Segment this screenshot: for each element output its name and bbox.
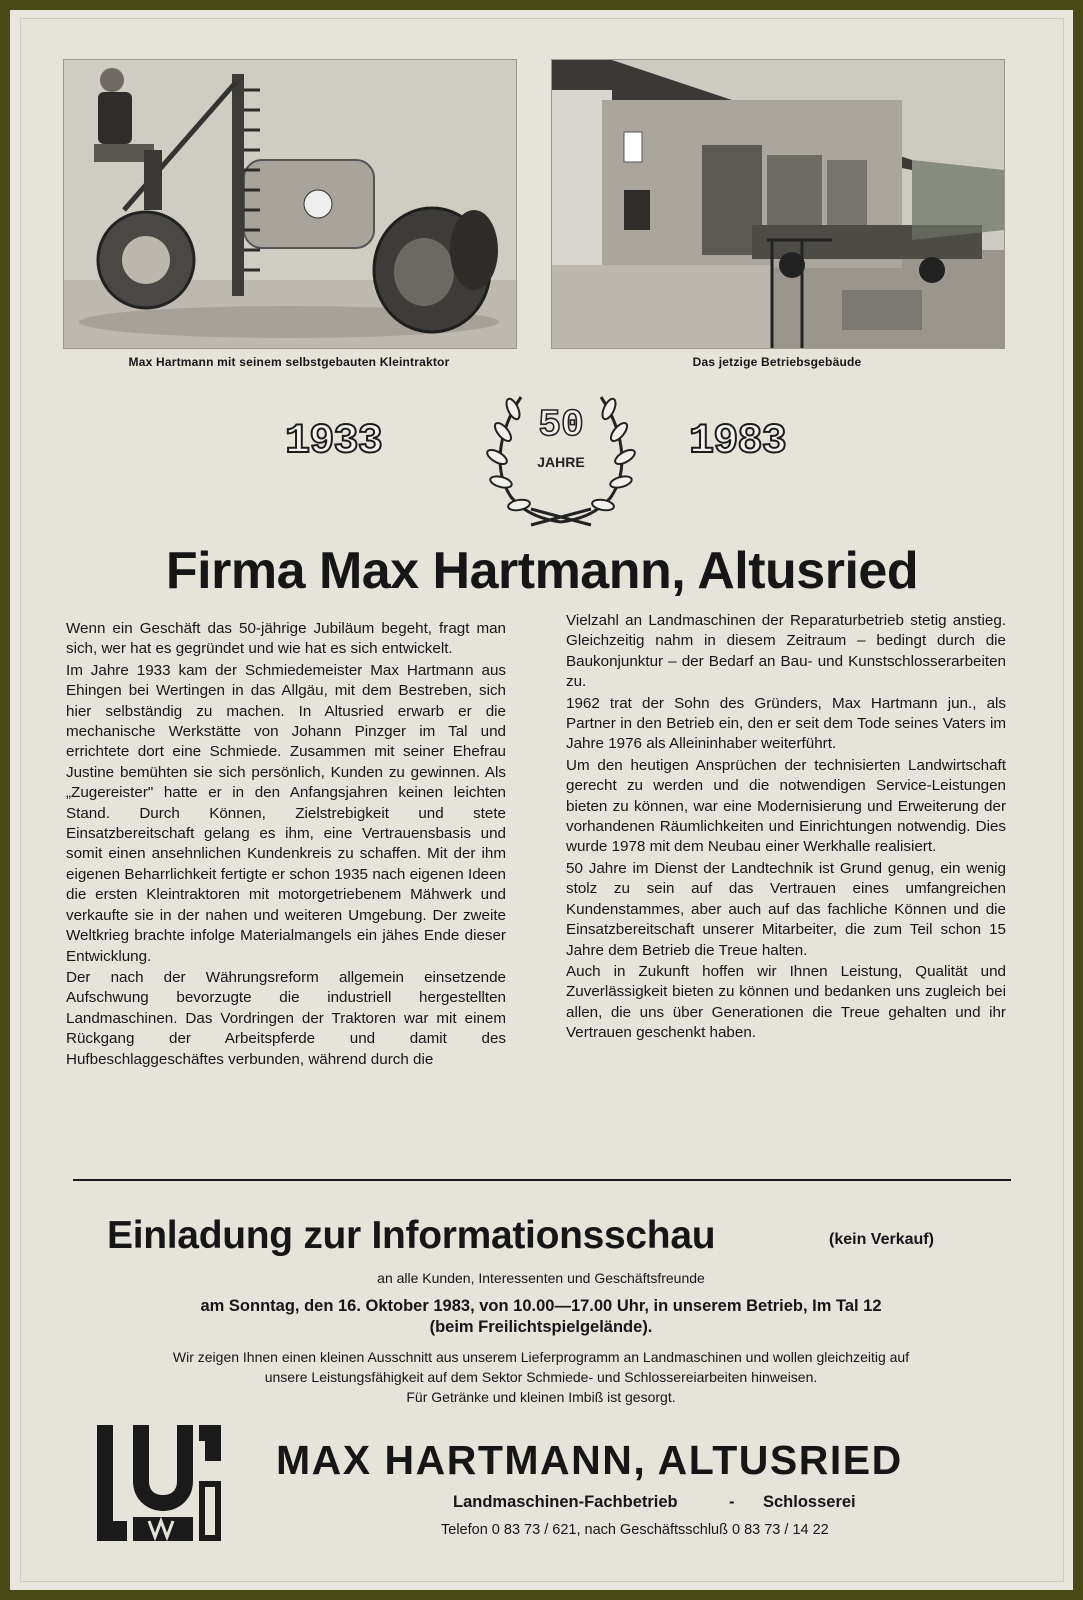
invitation-audience: an alle Kunden, Interessenten und Geschäftsfreunde <box>377 1270 705 1286</box>
article-right-column <box>566 611 1006 1045</box>
invitation-date: am Sonntag, den 16. Oktober 1983, von 10.00—17.00 Uhr, in unserem Betrieb, Im Tal 12 <box>200 1297 882 1315</box>
footer-brand: MAX HARTMANN, ALTUSRIED <box>276 1437 903 1483</box>
right-paragraph: Auch in Zukunft hoffen wir Ihnen Leistung, Qualität und Zuverlässigkeit bieten zu können und bedanken uns zugleich bei allen, die uns über Generationen die Treue gehalten und ihr Vertrauen geschenkt haben. <box>566 962 1006 1042</box>
left-paragraph: Wenn ein Geschäft das 50-jährige Jubiläum begeht, fragt man sich, wer hat es gegründet und wie hat es sich entwickelt. <box>66 620 506 658</box>
right-paragraph: 50 Jahre im Dienst der Landtechnik ist Grund genug, ein wenig stolz zu sein auf das Vertrauen eines umfangreichen Kundenstammes, aber auch auf das fachliche Können und die Einsatzbereitschaft unserer Mitarbeiter, die zum Teil schon 15 Jahre dem Betrieb die Treue halten. <box>566 859 1006 959</box>
end-year: 1983 <box>689 417 786 465</box>
tractor-photo <box>63 59 517 349</box>
invitation-note: (kein Verkauf) <box>829 1231 934 1248</box>
business-type-2: Schlosserei <box>763 1493 856 1511</box>
right-paragraph: Vielzahl an Landmaschinen der Reparaturbetrieb stetig anstieg. Gleichzeitig nahm in diesem Zeitraum – bedingt durch die Baukonjunktur – der Bedarf an Bau- und Kunstschlosserarbeiten zu. <box>566 612 1006 691</box>
right-paragraph: Um den heutigen Ansprüchen der technisierten Landwirtschaft gerecht zu werden und die notwendigen Service-Leistungen bieten zu können, war eine Modernisierung und Erweiterung der vorhandenen Räumlichkeiten und Einrichtungen notwendig. Dies wurde 1978 mit dem Neubau einer Werkhalle realisiert. <box>566 756 1006 856</box>
invitation-body-line-2: unsere Leistungsfähigkeit auf dem Sektor Schmiede- und Schlossereiarbeiten hinweisen. <box>264 1369 818 1385</box>
left-paragraph: Der nach der Währungsreform allgemein einsetzende Aufschwung bevorzugte die industriell hergestellten Landmaschinen. Das Vordringen der Traktoren war mit einem Rückgang der Arbeitspferde und damit des Hufbeschlaggeschäftes verbunden, während durch die <box>66 968 506 1068</box>
building-photo-caption: Das jetzige Betriebsgebäude <box>692 355 862 369</box>
headline: Firma Max Hartmann, Altusried <box>165 542 919 600</box>
business-type-separator: - <box>729 1493 735 1511</box>
section-divider <box>73 1179 1011 1181</box>
tractor-photo-caption: Max Hartmann mit seinem selbstgebauten Kleintraktor <box>128 355 450 369</box>
anniversary-unit: JAHRE <box>537 454 585 470</box>
left-paragraph: Im Jahre 1933 kam der Schmiedemeister Max Hartmann aus Ehingen bei Wertingen in das Allgäu, mit dem Bestreben, sich hier selbständig zu machen. In Altusried erwarb er die mechanische Werkstätte von Johann Pinzger im Tal und errichtete dort eine Schmiede. Zusammen mit seiner Ehefrau Justine bemühten sie sich persönlich, Kunden zu gewinnen. Als „Zugereister" hatte er in den Anfangsjahren keinen leichten Stand. Durch Können, Zielstrebigkeit und stete Einsatzbereitschaft gelang es ihm, eine Vertrauensbasis und somit einen ansehnlichen Kundenkreis zu schaffen. Mit der ihm eigenen Beharrlichkeit fertigte er schon 1935 nach eigenen Ideen die ersten Kleintraktoren mit motorgetriebenem Mähwerk und verkaufte sie in der nahen und weiteren Umgebung. Der zweite Weltkrieg brachte infolge Materialmangels ein jähes Ende dieser Entwicklung. <box>66 661 506 965</box>
anniversary-number: 50 <box>538 404 584 447</box>
invitation-refreshments: Für Getränke und kleinen Imbiß ist gesorgt. <box>406 1389 676 1405</box>
laurel-wreath-icon <box>461 387 661 537</box>
start-year: 1933 <box>285 417 382 465</box>
building-photo <box>551 59 1005 349</box>
invitation-location: (beim Freilichtspielgelände). <box>429 1318 653 1336</box>
business-type: Landmaschinen-Fachbetrieb <box>453 1493 678 1511</box>
invitation-body-line-1: Wir zeigen Ihnen einen kleinen Ausschnitt aus unserem Lieferprogramm an Landmaschinen und wollen gleichzeitig auf <box>172 1349 910 1365</box>
photo-frame <box>10 10 1073 1590</box>
company-logo-icon <box>93 1421 225 1545</box>
article-left-column <box>66 619 506 1071</box>
invitation-title: Einladung zur Informationsschau <box>107 1214 716 1257</box>
newspaper-page <box>20 18 1064 1582</box>
phone-numbers: Telefon 0 83 73 / 621, nach Geschäftsschluß 0 83 73 / 14 22 <box>441 1522 829 1538</box>
right-paragraph: 1962 trat der Sohn des Gründers, Max Hartmann jun., als Partner in den Betrieb ein, den er seit dem Tode seines Vaters im Jahre 1976 als Alleininhaber weiterführt. <box>566 694 1006 753</box>
